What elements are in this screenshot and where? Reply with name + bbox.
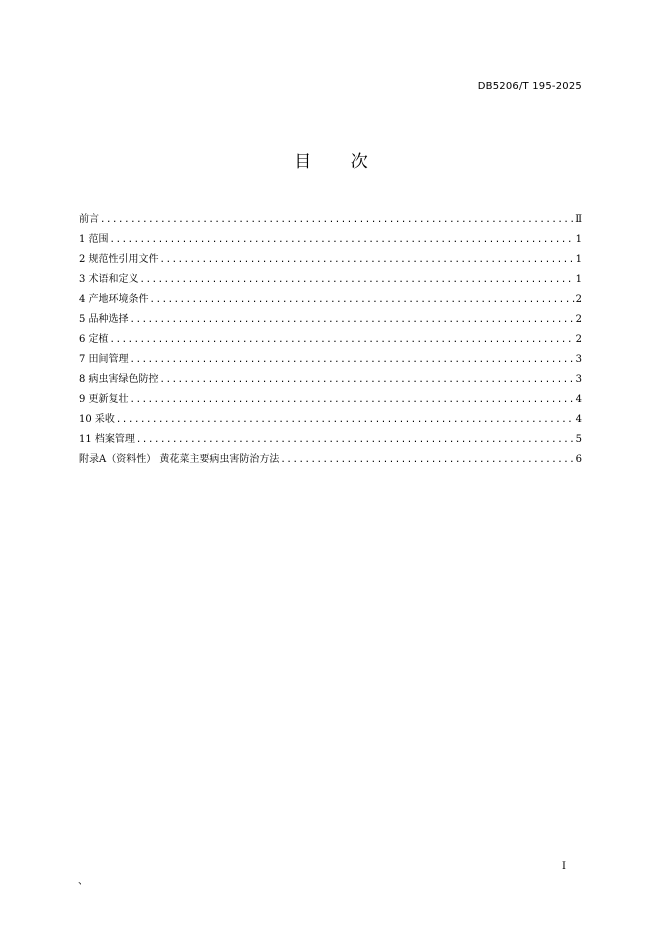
toc-entry-field-management[interactable] — [79, 350, 582, 370]
toc-entry-page: 4 — [575, 414, 582, 425]
toc-entry-page: 4 — [575, 394, 582, 405]
toc-entry-harvest[interactable] — [79, 410, 582, 430]
toc-entry-label: 3 术语和定义 — [79, 274, 139, 285]
toc-entry-normative-references[interactable] — [79, 250, 582, 270]
toc-entry-label: 8 病虫害绿色防控 — [79, 374, 159, 385]
dot-leader — [160, 370, 575, 390]
toc-entry-records[interactable] — [79, 430, 582, 450]
toc-entry-page: 3 — [575, 374, 582, 385]
toc-entry-appendix-a[interactable] — [79, 450, 582, 470]
document-code: DB5206/T 195-2025 — [477, 81, 582, 92]
dot-leader — [150, 290, 575, 310]
toc-title: 目 次 — [294, 152, 385, 172]
toc-entry-page: 1 — [575, 254, 582, 265]
toc-entry-page: 2 — [575, 294, 582, 305]
toc-entry-preface[interactable] — [79, 210, 582, 230]
toc-entry-label: 1 范围 — [79, 234, 109, 245]
dot-leader — [116, 410, 575, 430]
toc-entry-page: 5 — [575, 434, 582, 445]
toc-entry-scope[interactable] — [79, 230, 582, 250]
dot-leader — [160, 250, 575, 270]
dot-leader — [140, 270, 575, 290]
toc-entry-label: 2 规范性引用文件 — [79, 254, 159, 265]
toc-entry-rejuvenation[interactable] — [79, 390, 582, 410]
toc-entry-label: 附录A（资料性） 黄花菜主要病虫害防治方法 — [79, 454, 280, 465]
toc-entry-page: 1 — [575, 234, 582, 245]
dot-leader — [280, 450, 574, 470]
corner-mark: 、 — [78, 876, 88, 887]
toc-entry-label: 5 品种选择 — [79, 314, 129, 325]
dot-leader — [136, 430, 575, 450]
toc-entry-page: 6 — [575, 454, 582, 465]
toc-entry-label: 前言 — [79, 214, 99, 225]
toc-entry-label: 4 产地环境条件 — [79, 294, 149, 305]
toc-entry-terms-definitions[interactable] — [79, 270, 582, 290]
dot-leader — [110, 230, 575, 250]
toc-entry-label: 9 更新复壮 — [79, 394, 129, 405]
page-number: I — [562, 861, 566, 872]
toc-entry-label: 6 定植 — [79, 334, 109, 345]
dot-leader — [110, 330, 575, 350]
toc-entry-page: 2 — [575, 314, 582, 325]
toc-entry-page: Ⅱ — [575, 214, 582, 225]
toc-entry-page: 2 — [575, 334, 582, 345]
toc-entry-environment[interactable] — [79, 290, 582, 310]
toc-entry-label: 10 采收 — [79, 414, 115, 425]
toc-entry-page: 1 — [575, 274, 582, 285]
dot-leader — [130, 350, 575, 370]
toc-entry-variety-selection[interactable] — [79, 310, 582, 330]
table-of-contents — [79, 210, 582, 470]
toc-entry-label: 7 田间管理 — [79, 354, 129, 365]
dot-leader — [130, 390, 575, 410]
dot-leader — [130, 310, 575, 330]
toc-entry-planting[interactable] — [79, 330, 582, 350]
toc-entry-page: 3 — [575, 354, 582, 365]
toc-entry-label: 11 档案管理 — [79, 434, 135, 445]
dot-leader — [100, 210, 574, 230]
toc-entry-pest-control[interactable] — [79, 370, 582, 390]
